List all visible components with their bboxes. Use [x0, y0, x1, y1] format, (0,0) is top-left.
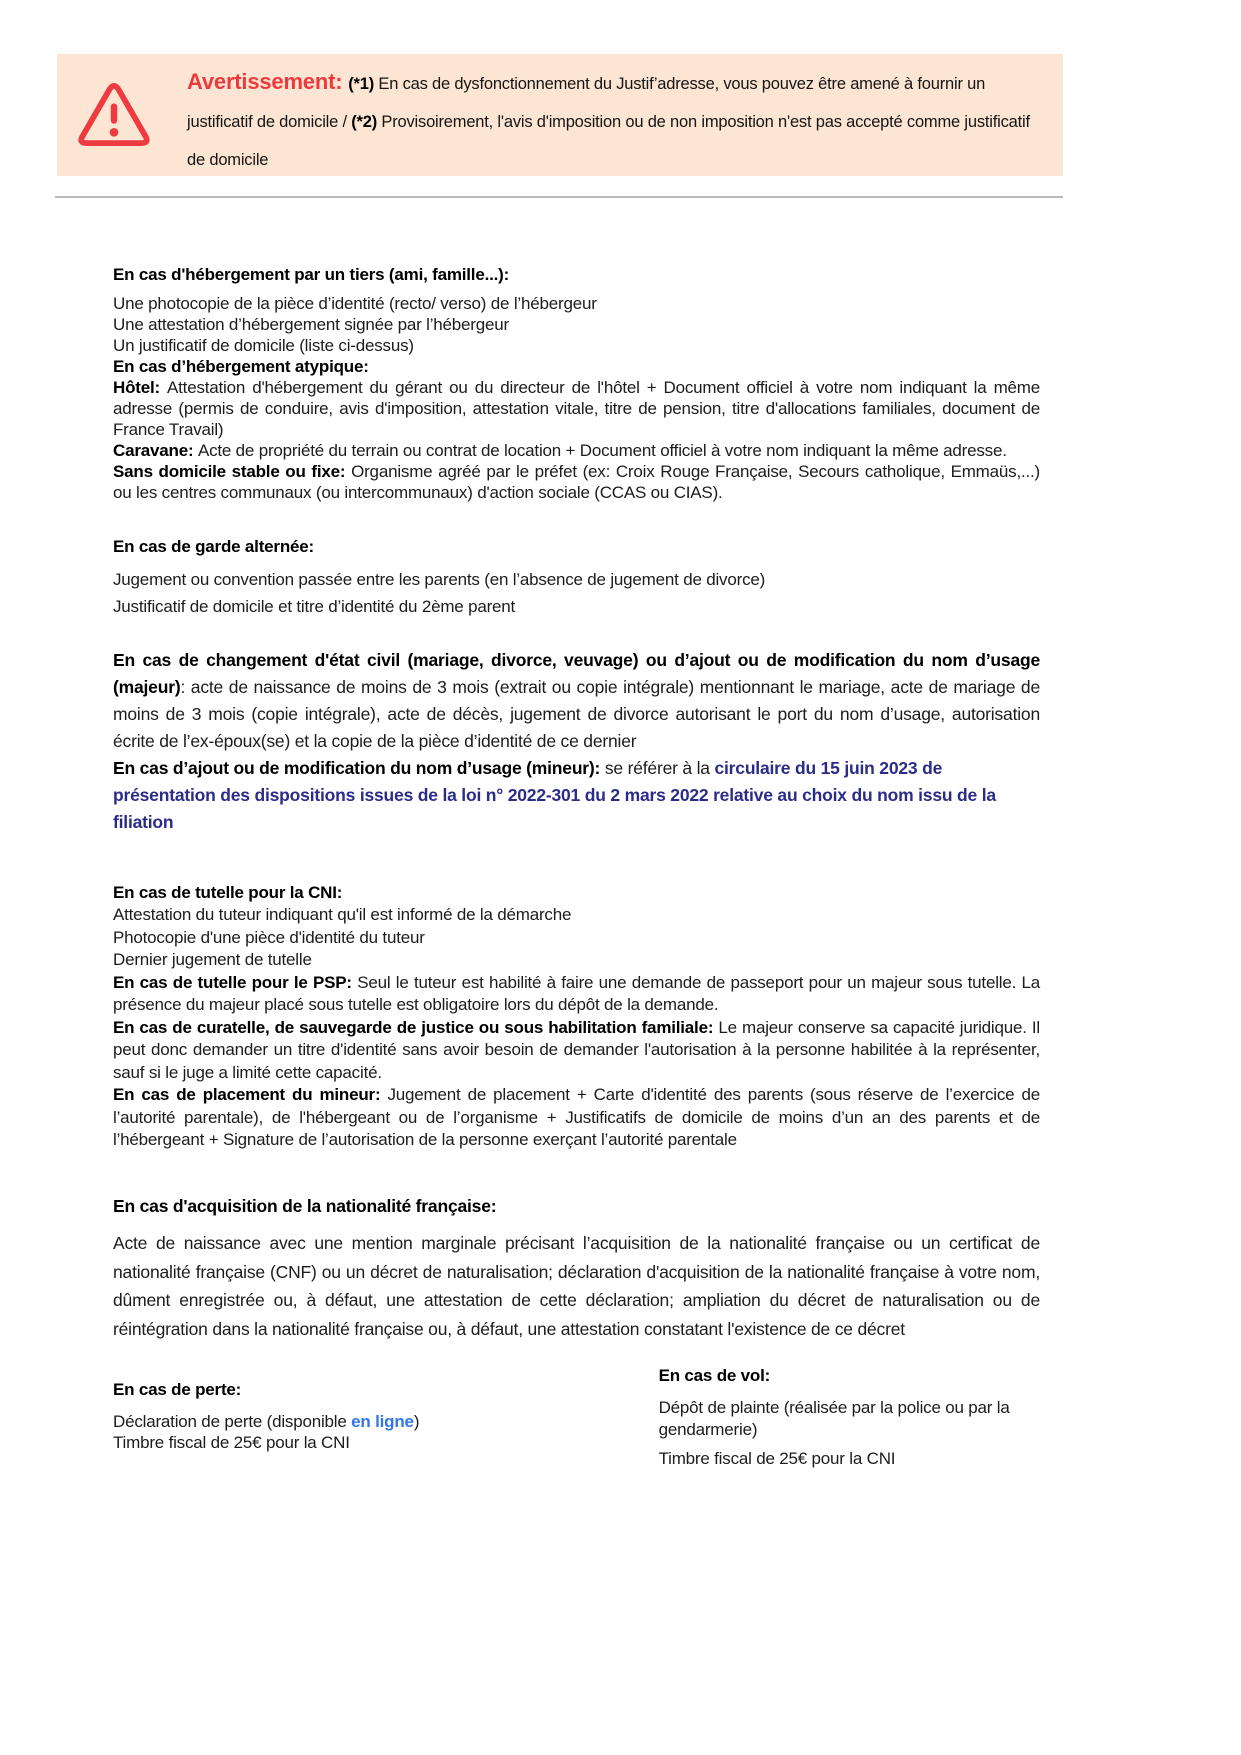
paragraph — [659, 1397, 1040, 1441]
section-acquisition-nationalite — [113, 1192, 1040, 1344]
text-run: Justificatif de domicile et titre d’identité du 2ème parent — [113, 597, 516, 616]
footer-right — [659, 1365, 1040, 1469]
paragraph — [113, 461, 1040, 503]
document-content — [113, 264, 1040, 1469]
paragraph — [113, 377, 1040, 440]
section-garde-alternee — [113, 533, 1040, 621]
text-run: En cas de vol: — [658, 1366, 771, 1385]
paragraph — [113, 1084, 1040, 1152]
warning-banner — [57, 54, 1063, 176]
section-heading — [113, 1379, 582, 1401]
text-run: En cas de placement du mineur: — [113, 1085, 388, 1104]
text-run: ) — [413, 1411, 420, 1431]
warning-text — [187, 63, 1037, 179]
text-run: Jugement ou convention passée entre les parents (en l’absence de jugement de divorce) — [113, 569, 766, 589]
circulaire-link[interactable]: circulaire du 15 juin 2023 de présentation des dispositions issues de la loi n° 2022-301 du 2 mars 2022 relative au choix du nom issu de la filiation — [113, 757, 996, 832]
paragraph — [659, 1448, 1040, 1470]
paragraph — [113, 972, 1040, 1017]
text-run: En cas de dysfonctionnement du Justif’adresse, vous pouvez être amené à fournir un justificatif de domicile / — [187, 75, 986, 131]
text-run: Provisoirement, l'avis d'imposition ou de non imposition n'est pas accepté comme justificatif de domicile — [187, 113, 1030, 169]
text-run: Caravane: — [113, 441, 198, 460]
text-run: Un justificatif de domicile (liste ci-dessus) — [113, 336, 414, 355]
text-run: Attestation d'hébergement du gérant ou du directeur de l'hôtel + Document officiel à votre nom indiquant la même adresse (permis de conduire, avis d'imposition, attestation vitale, titre de pension, titre d'allocations familiales, document de France Travail) — [113, 378, 1040, 439]
text-run: En cas de changement d'état civil (mariage, divorce, veuvage) ou d’ajout ou de modification du nom d’usage (majeur) — [113, 649, 1040, 697]
paragraph — [113, 755, 1040, 836]
text-run: Acte de propriété du terrain ou contrat de location + Document officiel à votre nom indiquant la même adresse. — [197, 441, 1007, 460]
text-run: Déclaration de perte (disponible — [113, 1411, 352, 1431]
paragraph — [113, 1229, 1040, 1343]
text-run: Timbre fiscal de 25€ pour la CNI — [113, 1433, 350, 1452]
text-run: Sans domicile stable ou fixe: — [113, 462, 352, 481]
text-run: En cas d’hébergement atypique: — [113, 357, 369, 376]
text-run: Photocopie d'une pièce d'identité du tuteur — [113, 927, 425, 947]
text-run: Dernier jugement de tutelle — [113, 950, 312, 969]
paragraph — [113, 1411, 582, 1433]
text-run: Acte de naissance avec une mention marginale précisant l’acquisition de la nationalité française ou un certificat de nationalité française (CNF) ou un décret de naturalisation; déclaration d'acquisition de la nationalité française à votre nom, dûment enregistrée ou, à défaut, une attestation de cette déclaration; ampliation du décret de naturalisation ou de réintégration dans la nationalité française ou, à défaut, une attestation constatant l'existence de ce décret — [113, 1233, 1040, 1339]
text-run: En cas d'acquisition de la nationalité française: — [113, 1195, 497, 1216]
paragraph — [113, 949, 1040, 972]
sections-container — [113, 264, 1040, 1343]
text-run: En cas de tutelle pour la CNI: — [113, 882, 343, 902]
text-run: Hôtel: — [113, 378, 168, 397]
text-run: Une attestation d’hébergement signée par l’hébergeur — [113, 315, 509, 334]
section-heading — [113, 356, 1040, 377]
text-run: En cas de curatelle, de sauvegarde de justice ou sous habilitation familiale: — [113, 1017, 719, 1037]
footer-columns — [113, 1366, 1040, 1469]
section-heading — [659, 1365, 1040, 1387]
warning-label: Avertissement: — [187, 69, 349, 94]
text-run: Attestation du tuteur indiquant qu'il est informé de la démarche — [113, 905, 572, 924]
section-hebergement-tiers — [113, 264, 1040, 503]
text-run: Dépôt de plainte (réalisée par la police ou par la gendarmerie) — [658, 1397, 1010, 1439]
warning-triangle-icon — [78, 81, 150, 149]
text-run: Seul le tuteur est habilité à faire une demande de passeport pour un majeur sous tutelle. La présence du majeur placé sous tutelle est obligatoire lors du dépôt de la demande. — [113, 972, 1040, 1014]
section-heading — [113, 264, 1040, 285]
text-run: Une photocopie de la pièce d’identité (recto/ verso) de l’hébergeur — [113, 294, 597, 313]
paragraph — [113, 1017, 1040, 1085]
section-heading — [113, 1192, 1040, 1221]
text-run: (*2) — [351, 113, 382, 131]
section-heading — [113, 533, 1040, 561]
paragraph — [113, 593, 1040, 621]
paragraph — [113, 314, 1040, 335]
text-run: En cas d'hébergement par un tiers (ami, famille...): — [113, 265, 510, 284]
text-run: Organisme agréé par le préfet (ex: Croix Rouge Française, Secours catholique, Emmaüs,...) ou les centres communaux (ou intercommunaux) d'action sociale (CCAS ou CIAS). — [113, 462, 1041, 502]
paragraph — [113, 440, 1040, 461]
text-run: (*1) — [348, 75, 379, 93]
paragraph — [113, 904, 1040, 927]
text-run: Timbre fiscal de 25€ pour la CNI — [658, 1448, 896, 1468]
paragraph — [113, 335, 1040, 356]
text-run: Le majeur conserve sa capacité juridique. Il peut donc demander un titre d'identité sans avoir besoin de demander l'autorisation à la personne habilitée à la représenter, sauf si le juge a limité cette capacité. — [113, 1017, 1040, 1082]
text-run: En cas d’ajout ou de modification du nom d’usage (mineur): — [113, 757, 605, 778]
paragraph — [113, 647, 1040, 755]
text-run: se référer à la — [604, 757, 715, 778]
paragraph — [113, 566, 1040, 594]
en-ligne-link[interactable]: en ligne — [351, 1411, 414, 1431]
text-run: : acte de naissance de moins de 3 mois (extrait ou copie intégrale) mentionnant le mariage, acte de mariage de moins de 3 mois (copie intégrale), acte de décès, jugement de divorce autorisant le port du nom d’usage, autorisation écrite de l’ex-époux(se) et la copie de la pièce d’identité de ce dernier — [113, 676, 1040, 751]
section-changement-etat-civil — [113, 647, 1040, 836]
separator-line — [55, 196, 1063, 198]
text-run: En cas de tutelle pour le PSP: — [113, 972, 358, 992]
section-heading — [113, 882, 1040, 905]
footer-left — [113, 1379, 582, 1469]
paragraph — [113, 927, 1040, 950]
text-run: En cas de garde alternée: — [113, 537, 314, 556]
text-run: Jugement de placement + Carte d'identité des parents (sous réserve de l’exercice de l’autorité parentale), de l'hébergeant ou de l’organisme + Justificatifs de domicile de moins d’un an des parents et de l’hébergeant + Signature de l’autorisation de la personne exerçant l’autorité parentale — [113, 1085, 1041, 1149]
paragraph — [113, 293, 1040, 314]
section-tutelle — [113, 882, 1040, 1152]
text-run: En cas de perte: — [113, 1380, 242, 1399]
paragraph — [113, 1432, 582, 1454]
